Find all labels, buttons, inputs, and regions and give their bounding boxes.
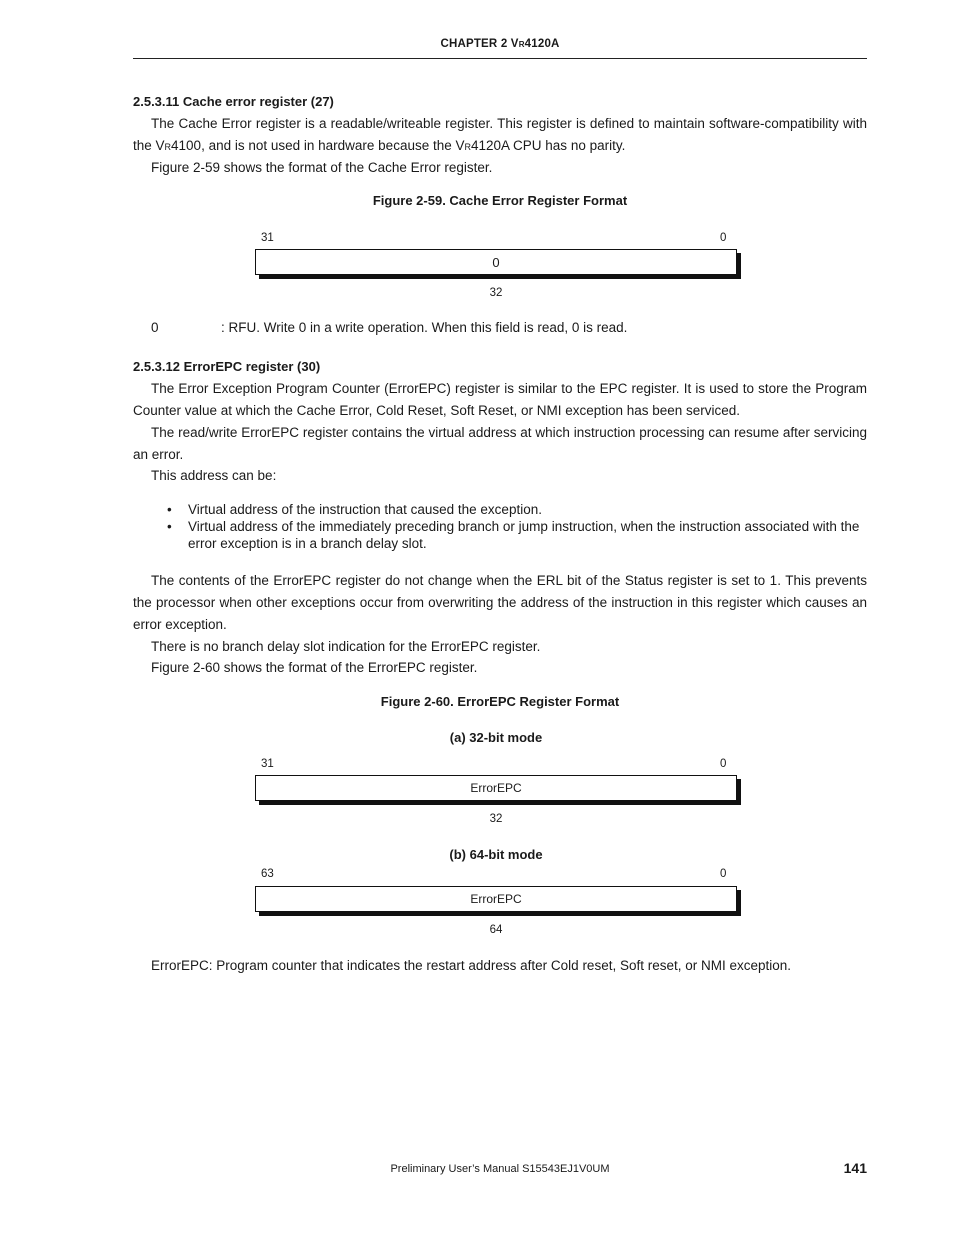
bit-label-low: 0 [720,868,727,880]
field-width-label: 64 [489,924,503,936]
chapter-subscript: R [518,40,525,49]
bit-label-high: 63 [261,868,274,880]
paragraph-errorepc-intro: The Error Exception Program Counter (ErrorEPC) register is similar to the EPC register. It is used to store the Program Counter value at which the Cache Error, Cold Reset, Soft Reset, or NMI exception has been serviced. [133,381,867,418]
errorepc-definition: ErrorEPC: Program counter that indicates the restart address after Cold reset, Soft reset, or NMI exception. [151,958,792,973]
footer-manual-id: Preliminary User’s Manual S15543EJ1V0UM [390,1163,610,1175]
list-item-text: Virtual address of the immediately preceding branch or jump instruction, when the instruction associated with the error exception is in a branch delay slot. [188,519,860,551]
bit-label-high: 31 [261,232,274,244]
section-heading-cache-error: 2.5.3.11 Cache error register (27) [133,94,334,109]
paragraph-figure-reference-2-60: Figure 2-60 shows the format of the ErrorEPC register. [151,660,478,675]
chapter-title-tail: 4120A [524,38,560,50]
register-field-box [255,886,737,912]
bullet-icon: • [167,502,172,517]
paragraph-figure-reference: Figure 2-59 shows the format of the Cache Error register. [151,160,493,175]
subscript: R [464,142,471,152]
paragraph-address-can-be: This address can be: [151,468,277,483]
text-segment: The Cache Error register is a readable/writeable register. This register is defined to maintain software-compatibility with the V [133,116,867,153]
bit-label-low: 0 [720,232,727,244]
text-segment: 4100, and is not used in hardware because the V [171,138,465,153]
subfigure-title-32bit: (a) 32-bit mode [449,730,543,745]
list-item [133,501,867,518]
section-heading-errorepc: 2.5.3.12 ErrorEPC register (30) [133,359,321,374]
paragraph-errorepc-readwrite: The read/write ErrorEPC register contains the virtual address at which instruction processing can resume after servicing an error. [133,425,867,462]
register-field-label: ErrorEPC [470,892,522,906]
register-field-box [255,775,737,801]
figure-caption-2-59: Figure 2-59. Cache Error Register Format [372,193,628,208]
list-item [133,518,867,552]
list-item-text: Virtual address of the instruction that caused the exception. [188,502,542,517]
text-segment: 4120A CPU has no parity. [471,138,626,153]
chapter-header [133,38,867,50]
subfigure-title-64bit: (b) 64-bit mode [449,847,543,862]
chapter-title: CHAPTER 2 V [440,38,519,50]
paragraph-errorepc-contents: The contents of the ErrorEPC register do not change when the ERL bit of the Status register is set to 1. This prevents the processor when other exceptions occur from overwriting the address of the instruction in this register which causes an error exception. [133,573,867,632]
register-field-label: ErrorEPC [470,781,522,795]
field-width-label: 32 [489,287,503,299]
paragraph-cache-error-intro [133,113,867,158]
page-number: 141 [843,1160,867,1176]
paragraph-no-delay-slot: There is no branch delay slot indication for the ErrorEPC register. [151,639,541,654]
definition-description: : RFU. Write 0 in a write operation. When this field is read, 0 is read. [221,320,628,335]
bit-label-high: 31 [261,758,274,770]
bullet-list [133,501,867,552]
figure-caption-2-60: Figure 2-60. ErrorEPC Register Format [380,694,620,709]
header-rule [133,58,867,59]
subscript: R [164,142,172,152]
register-field-label: 0 [492,254,500,270]
definition-term: 0 [151,320,159,335]
register-field-box [255,249,737,275]
bullet-icon: • [167,519,172,534]
bit-label-low: 0 [720,758,727,770]
field-width-label: 32 [489,813,503,825]
